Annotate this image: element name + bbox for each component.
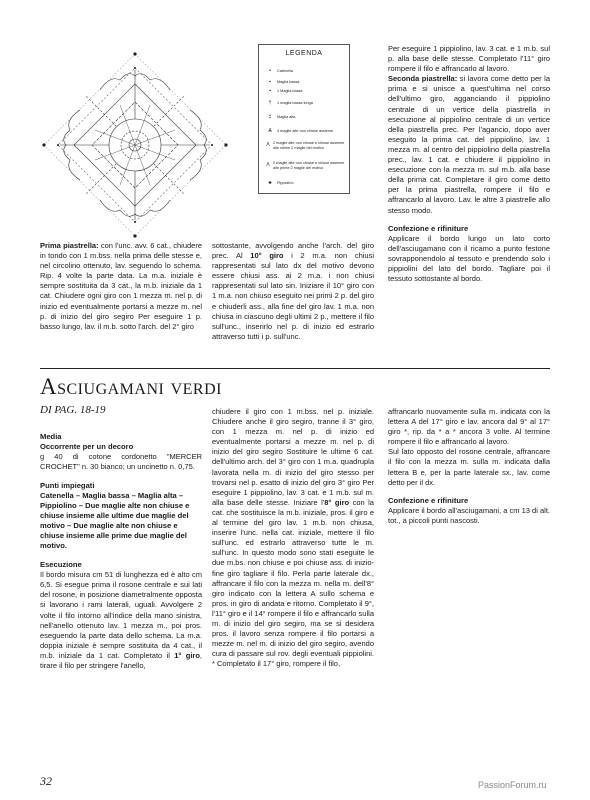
legend-label: Catenella (277, 69, 294, 73)
decrease-icon: Λ (266, 142, 270, 149)
picot-icon: ♣ (268, 180, 272, 186)
second-tile-paragraph (388, 74, 550, 215)
double-crochet-icon: ‡ (268, 114, 272, 120)
col2-text: sottostante, avvolgendo anche l'arch. del giro prec. Al (212, 241, 374, 261)
col3-paragraph: affrancarlo nuovamente sulla m. indicata con la lettera A del 17° giro e lav. ancora dal 9° al 17° giro *, rip. da * a * ancora 3 volte. Al termine rompere il filo e affrancarlo al lavoro. (388, 407, 550, 447)
chain-stitch-icon: • (269, 68, 271, 74)
col2-bold: 10° giro (250, 251, 284, 261)
legend-label: 2 maglie alte non chiuse e chiuse assieme alle prime 2 maglie del motivo (273, 161, 345, 170)
col2-text: chiudere il giro con 1 m.bss. nel p. iniziale. Chiudere anche il giro segiro, tranne il 3° giro, con 1 mezza m. nel p. di inizio ed eventualmente portarsi a mezze m. nel p. di inizio del giro segiro Sostituire le ultime 6 cat. dell'ultimo arch. del 3° giro con 1 m.a. quadrupla lavorata nella m. di inizio del giro stesso per trovarsi nel p. esatto di inizio del giro 3° giro Per eseguire 1 pippiolino, lav. 3 cat. e 1 m.b. sul m. alla base delle stesse. Iniziare l' (212, 407, 374, 507)
section2-title: Asciugamani verdi (40, 374, 222, 399)
legend-item (265, 129, 333, 134)
stitches-text: Catenella – Maglia bassa – Maglia alta – Pippiolino – Due maglie alte non chiuse e chiuse insieme alle ultime due maglie del motivo – Due maglie alte non chiuse e chiuse insieme alle prime due maglie del motivo. (40, 491, 190, 551)
legend-label: 1 maglia bassa lunga (277, 101, 313, 105)
section2-col3 (388, 407, 550, 526)
execution-text-a: Il bordo misura cm 51 di lunghezza ed è alto cm 6,5. Si esegue prima il rosone centrale e sui lati del rosone, in posizione diametralmente opposta si lavorano i rami laterali, uguali. Avvolgere 2 volte il filo intorno all'indice della mano sinistra, nell'anello ottenuto lav. 1 mezza m., poi pros. eseguendo la parte data dello schema. La m.a. doppia iniziale è sempre sostituita da 4 cat., il m.b. iniziale da 1 cat. Completato il (40, 570, 202, 660)
finishing-paragraph: Applicare il bordo all'asciugamani, a cm 13 di alt. tot., a piccoli punti nascosti. (388, 505, 550, 525)
legend-label: Pippiolino (277, 181, 294, 185)
execution-text-b: , tirare il filo per stringere l'anello, (40, 650, 203, 671)
materials-text: g 40 di cotone cordonetto "MERCER CROCHET" n. 30 bianco; un uncinetto n. 0,75. (40, 452, 202, 472)
section1-col2 (212, 241, 374, 342)
legend-label: 1 Maglia bassa (277, 89, 303, 93)
first-tile-text: con l'unc. avv. 6 cat., chiudere in tondo con 1 m.bss. nella prima delle stesse e, nel circolino ottenuto, lav. seguendo lo schema. Rip. 4 volte la parte data. La m.a. iniziale è sempre sostituita da 3 cat., la m.b. iniziale da 1 cat. Chiudere ogni giro con 1 mezza m. nel p. di inizio ed eventualmente portarsi a mezze m. nel p. di inizio del giro segiro Per eseguire 1 p. basso lungo, lav. il m.b. sotto l'arch. del 2° giro (40, 241, 203, 331)
col3-paragraph: Sul lato opposto del rosone centrale, affrancare il filo con la mezza m. sulla m. indicata dalla lettera B e, per la parte laterale sx., lav. come detto per il dx. (388, 447, 550, 487)
execution-text (40, 570, 202, 671)
legend-item (265, 80, 299, 85)
long-single-crochet-icon: † (268, 100, 272, 106)
legend-item (265, 69, 293, 74)
execution-heading: Esecuzione (40, 560, 82, 570)
difficulty: Media (40, 432, 62, 441)
stitches-heading: Punti impiegati (40, 481, 95, 491)
section-divider (40, 368, 550, 369)
legend-label: Maglia alta (277, 115, 296, 119)
page-number: 32 (40, 774, 52, 788)
watermark: PassionForum.ru (478, 780, 547, 790)
section2-col2 (212, 407, 374, 669)
legend-item (265, 89, 303, 94)
legend-label: Maglia bassa (277, 80, 300, 84)
section1-col1 (40, 241, 202, 332)
decrease-icon: Λ (266, 162, 270, 169)
legend-box (258, 44, 350, 194)
legend-title: LEGENDA (285, 50, 323, 57)
second-tile-text: si lavora come detto per la prima e si unisce a quest'ultima nel corso dell'ultimo giro, agganciando il pippiolino centrale di un vertice della piastrella in esecuzione al pippiolino centrale di un vertice della piastrella prec. Per l'agancio, dopo aver eseguito la prima cat. del pippiolino, lav. 1 mezza m. al centro del pippiolino della piastrella prec., lav. 1 cat. e chiudere il pippiolino in esecuzione con la mezza m. sul m.b. alla base della prima cat. Completare il giro come detto per la prima piastrella, rompere il filo e affrancarlo al lavoro. Lav. le altre 3 piastrelle allo stesso modo. (388, 74, 550, 215)
finishing-heading: Confezione e rifiniture (388, 223, 469, 233)
crochet-diagram (40, 50, 230, 240)
legend-item (265, 181, 293, 186)
finishing-paragraph: Applicare il bordo lungo un lato corto dell'asciugamano con il ricamo a punto festone sovrapponendolo al tessuto e prendendo solo i pippiolini del lato del bordo. Tagliare poi il tessuto sottostante al bordo. (388, 233, 550, 283)
legend-item (265, 141, 347, 150)
col2-bold: 8° giro (324, 497, 350, 507)
single-crochet-icon: ▪ (269, 88, 271, 94)
picot-paragraph: Per eseguire 1 pippiolino, lav. 3 cat. e 1 m.b. sul p. alla base delle stesse. Completato l'11° giro rompere il filo e affrancarlo al lavoro. (388, 44, 550, 74)
finishing-heading: Confezione e rifiniture (388, 495, 469, 505)
legend-label: 2 maglie alte non chiuse e chiuse assieme alle ultime 2 maglie del motivo (273, 141, 345, 150)
col2-text: con la cat. che sostituisce la m.b. iniziale, pros. il giro e al termine del giro lav. 1 m.b. non chiusa, inserire l'unc. nella cat. iniziale, mettere il filo sull'unc. ed estrarlo attraverso tutte le m. sull'unc. In questo modo sono stati eseguite le due m.bs. non chiuse e poi chiuse ass. di inizio-fine giro tagliare il filo. Perla parte laterale dx., affrancare il filo con la mezza m. nella m. dell'8° giro indicato con la lettera A sullo schema e pros. in giro di andata e ritorno. Completato il 9°, l'11° giro e il 14° rompere il filo e affrancarlo sulla m. di inizio del giro segiro, ma se si desidera pros. il lavoro senza rompere il filo portarsi a mezze m. nel m. di inizio del giro segiro, avendo cura di passare sul rov. degli eventuali pippiolini. * Completato il 17° giro, rompere il filo, (212, 497, 374, 669)
legend-item (265, 101, 313, 106)
cluster-icon: Ѧ (268, 128, 272, 134)
second-tile-heading: Seconda piastrella: (388, 74, 458, 84)
col2-text: i 2 m.a. non chiusi rappresentati sul lato dx del motivo devono essere chiusi ass. ai 2 m.a. i non chiusi rappresentati sul lato sin. Iniziare il 10° giro con 1 m.a. non chiuso eseguito nei primi 2 p. del giro e chiuderli ass., alla fine del giro lav. 1 m.a. non chiusa in ciascuno degli ultimi 2 p., mettere il filo sull'unc., inserirlo nel p. di inizio ed estrarlo attraverso tutti i p. sull'unc. (212, 251, 374, 341)
legend-label: 4 maglie alte non chiuse assieme (277, 129, 334, 133)
section2-subtitle: DI PAG. 18-19 (40, 404, 106, 416)
section2-col1 (40, 432, 202, 671)
legend-item (265, 115, 295, 120)
execution-bold: 1° giro (174, 650, 200, 660)
single-crochet-icon: ▪ (269, 79, 271, 85)
legend-item (265, 161, 347, 170)
first-tile-heading: Prima piastrella: (40, 241, 99, 250)
materials-heading: Occorrente per un decoro (40, 442, 134, 451)
section1-col3 (388, 44, 550, 284)
